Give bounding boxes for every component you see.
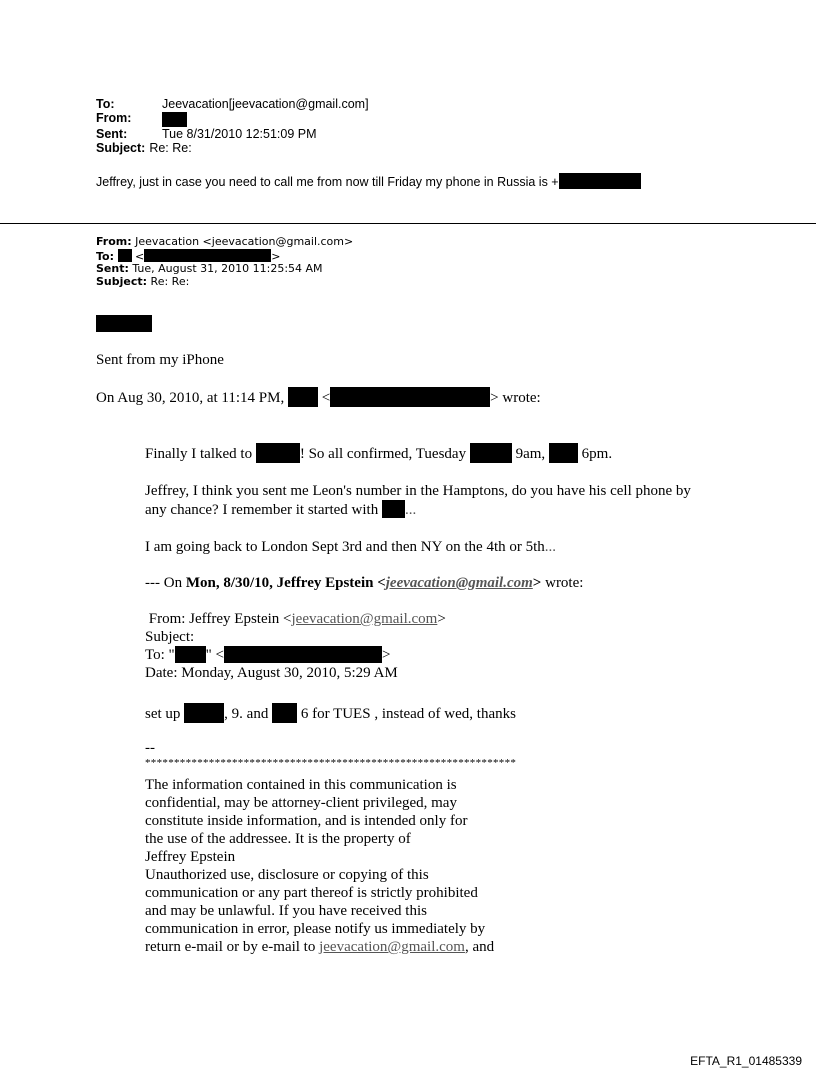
stars-separator: ****************************************************************: [145, 757, 517, 769]
email-link[interactable]: jeevacation@gmail.com: [385, 575, 533, 591]
disclaimer-line: communication or any part thereof is strictly prohibited: [145, 885, 478, 901]
to-label: To:: [96, 97, 115, 111]
header-sent-row: [96, 127, 369, 141]
quoted-paragraph-2: [145, 482, 691, 519]
redaction-box: [272, 703, 297, 723]
header-to-row: [96, 97, 369, 111]
quoted-paragraph-3: [145, 538, 556, 556]
attribution-wrote: > wrote:: [490, 390, 541, 406]
sent-label: Sent:: [96, 127, 128, 141]
redaction-box: [330, 387, 490, 407]
text: 6 for TUES , instead of wed, thanks: [300, 706, 516, 722]
redaction-box: [549, 443, 578, 463]
disclaimer-line: The information contained in this communication is: [145, 777, 457, 793]
disclaimer-line: constitute inside information, and is intended only for: [145, 813, 468, 829]
header-subject-row: [96, 141, 369, 155]
confidentiality-disclaimer: [145, 776, 494, 956]
redaction-box: [144, 249, 271, 262]
text: >: [437, 611, 446, 627]
text: --- On: [145, 575, 183, 591]
redaction-box: [470, 443, 512, 463]
redaction-box: [559, 173, 641, 189]
redaction-box: [224, 646, 382, 663]
disclaimer-line: confidential, may be attorney-client privileged, may: [145, 795, 457, 811]
attribution-lt: <: [321, 390, 331, 406]
subject-value: Re: Re:: [150, 274, 190, 288]
message-text: Jeffrey, just in case you need to call me from now till Friday my phone in Russia is +: [96, 175, 559, 189]
disclaimer-line: communication in error, please notify us immediately by: [145, 921, 486, 937]
text: any chance? I remember it started with: [145, 502, 379, 518]
redaction-box: [162, 112, 187, 127]
text: 6pm.: [581, 446, 613, 462]
sent-value: Tue, August 31, 2010 11:25:54 AM: [132, 262, 323, 275]
attribution-text: On Aug 30, 2010, at 11:14 PM,: [96, 390, 285, 406]
email-link[interactable]: jeevacation@gmail.com: [291, 611, 438, 627]
redaction-box: [118, 249, 132, 262]
text-line: [145, 500, 691, 519]
document-id: EFTA_R1_01485339: [690, 1054, 802, 1068]
quoted-attribution: [145, 574, 583, 592]
redaction-box: [184, 703, 224, 723]
setup-line: [145, 703, 516, 723]
subject-label: Subject:: [96, 274, 148, 288]
text: return e-mail or by e-mail to: [145, 939, 316, 955]
header-from-row: [96, 111, 369, 127]
header2-from-row: [96, 236, 353, 249]
message-body-russia-phone: [96, 173, 641, 189]
text: " <: [205, 647, 224, 663]
text: To: ": [145, 647, 175, 663]
inner-to-row: [145, 646, 446, 664]
inner-header: [145, 610, 446, 682]
to-label: To:: [96, 249, 114, 263]
text: Jeffrey, I think you sent me Leon's number in the Hamptons, do you have his cell phone by: [145, 483, 691, 499]
text: ...: [404, 502, 417, 518]
text: From: Jeffrey Epstein <: [148, 611, 292, 627]
quoted-paragraph-1: [145, 443, 612, 463]
sent-label: Sent:: [96, 262, 129, 275]
inner-from-row: [145, 610, 446, 628]
email-link[interactable]: jeevacation@gmail.com: [319, 939, 465, 955]
header2-subject-row: [96, 276, 353, 289]
subject-value: Re: Re:: [149, 141, 192, 155]
email-header-secondary: [96, 236, 353, 288]
from-value: Jeevacation <jeevacation@gmail.com>: [135, 235, 354, 248]
text: 9am,: [515, 446, 546, 462]
text: ...: [544, 539, 557, 555]
text: , and: [464, 939, 495, 955]
disclaimer-line: Unauthorized use, disclosure or copying of this: [145, 867, 429, 883]
text: set up: [145, 706, 181, 722]
from-label: From:: [96, 111, 132, 125]
redaction-box: [256, 443, 300, 463]
disclaimer-line: and may be unlawful. If you have received this: [145, 903, 427, 919]
text: >: [382, 647, 391, 663]
inner-date-row: Date: Monday, August 30, 2010, 5:29 AM: [145, 665, 398, 681]
divider-line: [0, 223, 816, 224]
disclaimer-line: [145, 938, 494, 956]
sent-from-iphone: Sent from my iPhone: [96, 352, 224, 368]
text: Mon, 8/30/10, Jeffrey Epstein <: [185, 575, 386, 591]
text: , 9. and: [224, 706, 269, 722]
reply-attribution: [96, 387, 541, 407]
redaction-box: [175, 646, 206, 663]
to-lt: <: [135, 249, 145, 263]
sent-value: Tue 8/31/2010 12:51:09 PM: [162, 127, 317, 141]
disclaimer-line: Jeffrey Epstein: [145, 849, 236, 865]
to-value: Jeevacation[jeevacation@gmail.com]: [162, 97, 369, 111]
header2-to-row: [96, 249, 353, 264]
redaction-box: [288, 387, 318, 407]
text: wrote:: [545, 575, 584, 591]
text: I am going back to London Sept 3rd and then NY on the 4th or 5th: [145, 539, 545, 555]
redaction-box: [382, 500, 405, 518]
text: >: [532, 575, 542, 591]
signature-dashes: --: [145, 740, 155, 756]
subject-label: Subject:: [96, 141, 146, 155]
text: ! So all confirmed, Tuesday: [299, 446, 467, 462]
to-gt: >: [271, 249, 281, 263]
inner-subject-row: Subject:: [145, 629, 195, 645]
from-label: From:: [96, 235, 132, 248]
disclaimer-line: the use of the addressee. It is the property of: [145, 831, 411, 847]
text: Finally I talked to: [145, 446, 253, 462]
email-header-primary: [96, 97, 369, 155]
redaction-box: [96, 315, 152, 332]
